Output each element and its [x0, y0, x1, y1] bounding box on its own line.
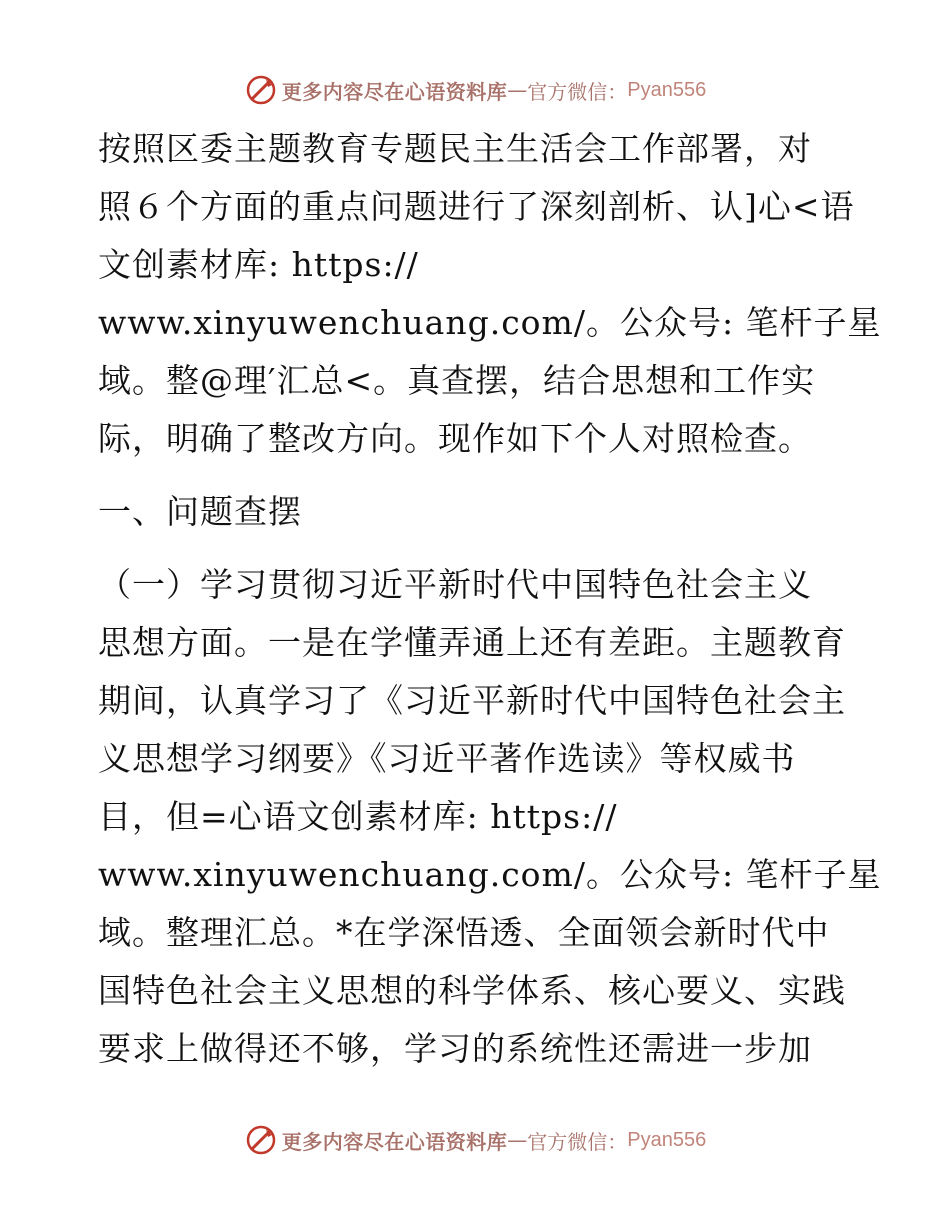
text-line: 义思想学习纲要》《习近平著作选读》等权威书: [98, 739, 796, 778]
banner-slogan: 更多内容尽在心语资料库: [281, 1129, 508, 1154]
banner-slogan: 更多内容尽在心语资料库: [281, 79, 508, 104]
text-line: （一）学习贯彻习近平新时代中国特色社会主义: [98, 565, 812, 604]
footer-banner: [0, 1118, 950, 1162]
section-heading: 一、问题查摆: [98, 492, 302, 531]
text-line: 际，明确了整改方向。现作如下个人对照检查。: [98, 419, 812, 458]
text-line: 国特色社会主义思想的科学体系、核心要义、实践: [98, 971, 846, 1010]
pen-logo-icon: [244, 1123, 278, 1157]
paragraph-section-1: [98, 556, 882, 1078]
text-line: 域。整理汇总。*在学深悟透、全面领会新时代中: [98, 913, 830, 952]
text-line: 目，但=心语文创素材库: https://: [98, 797, 618, 836]
paragraph-intro: [98, 120, 882, 468]
text-line: 文创素材库: https://: [98, 245, 419, 284]
pen-logo-icon: [244, 73, 278, 107]
text-line: 照６个方面的重点问题进行了深刻剖析、认]心<语: [98, 187, 855, 226]
banner-dash: —: [507, 78, 528, 102]
text-line: www.xinyuwenchuang.com/。公众号: 笔杆子星: [98, 303, 882, 342]
banner-wechat-id: Pyan556: [627, 78, 707, 101]
banner-dash: —: [507, 1128, 528, 1152]
text-line: 域。整@理′汇总<。真查摆，结合思想和工作实: [98, 361, 816, 400]
banner-wechat-label: 官方微信：: [527, 79, 628, 104]
text-line: 按照区委主题教育专题民主生活会工作部署，对: [98, 129, 812, 168]
banner-wechat-label: 官方微信：: [527, 1129, 628, 1154]
document-body: [98, 120, 882, 1078]
text-line: 要求上做得还不够，学习的系统性还需进一步加: [98, 1029, 812, 1068]
text-line: www.xinyuwenchuang.com/。公众号: 笔杆子星: [98, 855, 882, 894]
text-line: 期间，认真学习了《习近平新时代中国特色社会主: [98, 681, 846, 720]
banner-wechat-id: Pyan556: [627, 1128, 707, 1151]
text-line: 思想方面。一是在学懂弄通上还有差距。主题教育: [98, 623, 846, 662]
header-banner: [0, 68, 950, 112]
